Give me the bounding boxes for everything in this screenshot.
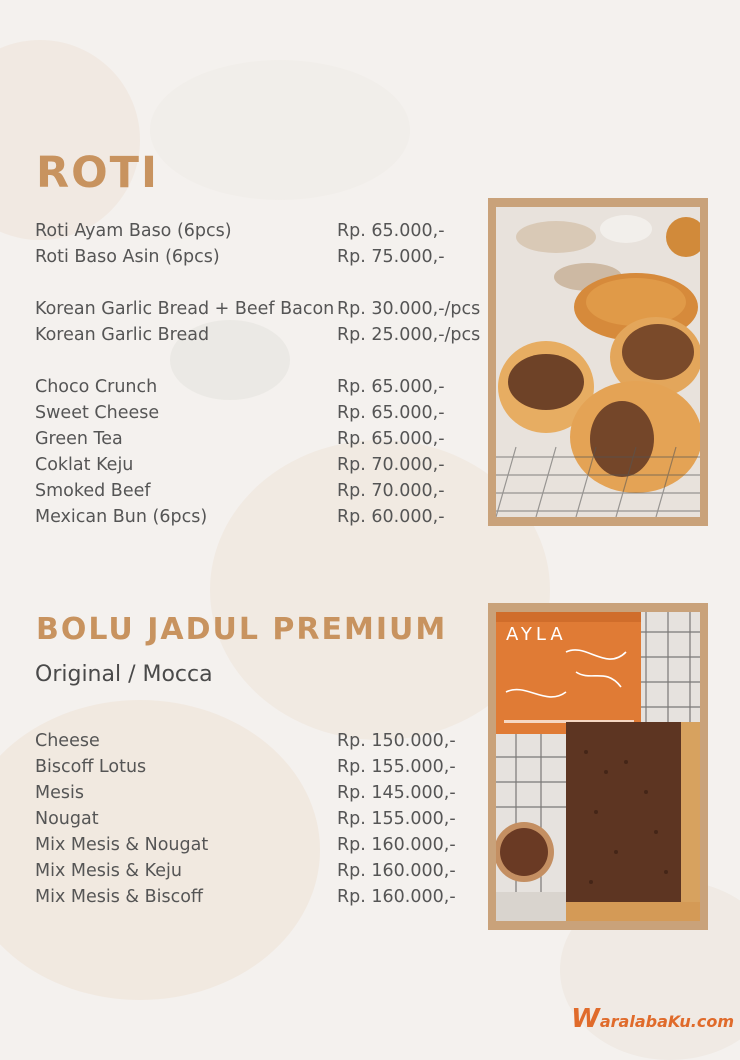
item-name: Choco Crunch bbox=[35, 377, 158, 397]
box-brand-text: AYLA bbox=[506, 624, 567, 645]
item-name: Korean Garlic Bread + Beef Bacon bbox=[35, 299, 335, 319]
menu-item bbox=[35, 884, 475, 910]
roti-photo bbox=[488, 198, 708, 526]
watermark-initial: W bbox=[571, 1004, 600, 1034]
menu-item bbox=[35, 806, 475, 832]
item-price: Rp. 70.000,- bbox=[337, 455, 445, 475]
item-price: Rp. 160.000,- bbox=[337, 887, 456, 907]
item-name: Roti Ayam Baso (6pcs) bbox=[35, 221, 232, 241]
item-name: Mesis bbox=[35, 783, 84, 803]
item-price: Rp. 160.000,- bbox=[337, 861, 456, 881]
bolu-photo bbox=[488, 603, 708, 930]
item-price: Rp. 160.000,- bbox=[337, 835, 456, 855]
item-price: Rp. 60.000,- bbox=[337, 507, 445, 527]
item-price: Rp. 65.000,- bbox=[337, 403, 445, 423]
bolu-section-title: BOLU JADUL PREMIUM bbox=[36, 612, 448, 647]
menu-item bbox=[35, 478, 475, 504]
menu-item bbox=[35, 244, 475, 270]
menu-item bbox=[35, 832, 475, 858]
menu-item bbox=[35, 400, 475, 426]
roti-section-title: ROTI bbox=[36, 148, 159, 198]
background-blur bbox=[150, 60, 410, 200]
menu-item bbox=[35, 452, 475, 478]
item-price: Rp. 65.000,- bbox=[337, 377, 445, 397]
item-name: Mix Mesis & Biscoff bbox=[35, 887, 203, 907]
roti-menu-list bbox=[35, 218, 481, 530]
item-name: Coklat Keju bbox=[35, 455, 134, 475]
item-price: Rp. 30.000,-/pcs bbox=[337, 299, 481, 319]
menu-item bbox=[35, 754, 475, 780]
item-price: Rp. 145.000,- bbox=[337, 783, 456, 803]
item-price: Rp. 155.000,- bbox=[337, 757, 456, 777]
item-price: Rp. 65.000,- bbox=[337, 429, 445, 449]
menu-item bbox=[35, 374, 475, 400]
menu-item bbox=[35, 218, 475, 244]
menu-item bbox=[35, 858, 475, 884]
item-price: Rp. 25.000,-/pcs bbox=[337, 325, 481, 345]
background-blur bbox=[0, 40, 140, 240]
menu-item bbox=[35, 296, 481, 322]
bolu-subtitle: Original / Mocca bbox=[35, 662, 213, 687]
item-name: Mexican Bun (6pcs) bbox=[35, 507, 208, 527]
cake-photo-illustration bbox=[496, 612, 700, 921]
bolu-menu-list bbox=[35, 728, 475, 910]
item-name: Biscoff Lotus bbox=[35, 757, 147, 777]
bread-photo-illustration bbox=[496, 207, 700, 517]
item-price: Rp. 70.000,- bbox=[337, 481, 445, 501]
item-name: Roti Baso Asin (6pcs) bbox=[35, 247, 220, 267]
item-price: Rp. 155.000,- bbox=[337, 809, 456, 829]
item-name: Korean Garlic Bread bbox=[35, 325, 210, 345]
watermark bbox=[571, 1004, 734, 1034]
item-name: Smoked Beef bbox=[35, 481, 151, 501]
item-price: Rp. 75.000,- bbox=[337, 247, 445, 267]
item-name: Green Tea bbox=[35, 429, 123, 449]
item-name: Mix Mesis & Keju bbox=[35, 861, 182, 881]
item-price: Rp. 150.000,- bbox=[337, 731, 456, 751]
menu-item bbox=[35, 728, 475, 754]
watermark-text: aralabaKu.com bbox=[599, 1012, 734, 1031]
menu-item bbox=[35, 504, 475, 530]
item-name: Nougat bbox=[35, 809, 99, 829]
item-name: Cheese bbox=[35, 731, 100, 751]
item-price: Rp. 65.000,- bbox=[337, 221, 445, 241]
menu-item bbox=[35, 780, 475, 806]
item-name: Mix Mesis & Nougat bbox=[35, 835, 209, 855]
menu-item bbox=[35, 426, 475, 452]
menu-item bbox=[35, 322, 481, 348]
item-name: Sweet Cheese bbox=[35, 403, 160, 423]
